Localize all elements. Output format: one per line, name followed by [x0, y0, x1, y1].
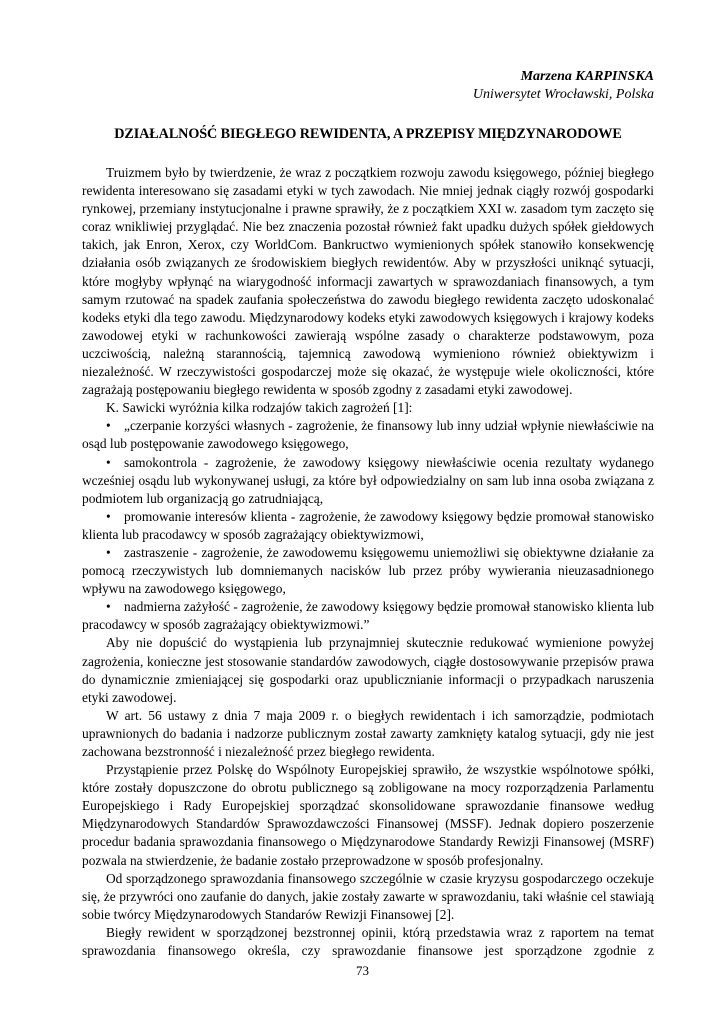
paragraph: Aby nie dopuścić do wystąpienia lub przynajmniej skutecznie redukować wymienione powyżej zagrożenia, konieczne jest stosowanie standardów zawodowych, ciągłe dostosowywanie przepisów prawa do dynamicznie zmieniającej się gospodarki oraz upublicznianie informacji o przypadkach naruszenia etyki zawodowej.	[82, 635, 654, 705]
page-number: 73	[356, 963, 369, 978]
paragraph: Od sporządzonego sprawozdania finansowego szczególnie w czasie kryzysu gospodarczego oczekuje się, że przywróci ono zaufanie do danych, jakie zostały zawarte w sprawozdaniu, taki właśnie cel stawiają sobie twórcy Międzynarodowych Standarów Rewizji Finansowej [2].	[82, 870, 654, 922]
document-page	[82, 68, 654, 960]
bullet-item	[82, 508, 654, 544]
paragraph: W art. 56 ustawy z dnia 7 maja 2009 r. o biegłych rewidentach i ich samorządzie, podmiotach uprawnionych do badania i nadzorze publicznym został zawarty zamknięty katalog sytuacji, gdy nie jest zachowana bezstronność i niezależność przez biegłego rewidenta.	[82, 707, 654, 759]
bullet-icon: •	[106, 544, 111, 560]
bullet-text: „czerpanie korzyści własnych - zagrożenie, że finansowy lub inny udział wpłynie niewłaściwie na osąd lub postępowanie zawodowego księgowego,	[82, 418, 654, 452]
paragraph: K. Sawicki wyróżnia kilka rodzajów takich zagrożeń [1]:	[106, 400, 413, 416]
bullet-text: nadmierna zażyłość - zagrożenie, że zawodowy księgowy będzie promował stanowisko klienta lub pracodawcy w sposób zagrażający obiektywizmowi.”	[82, 599, 654, 633]
paragraph: Biegły rewident w sporządzonej bezstronnej opinii, którą przedstawia wraz z raportem na temat sprawozdania finansowego określa, czy sprawozdanie finansowe jest sporządzone zgodnie z	[82, 924, 654, 959]
article-title: DZIAŁALNOŚĆ BIEGŁEGO REWIDENTA, A PRZEPISY MIĘDZYNARODOWE	[114, 126, 622, 142]
author-affiliation: Uniwersytet Wrocławski, Polska	[472, 87, 654, 102]
bullet-icon: •	[106, 418, 111, 434]
bullet-text: samokontrola - zagrożenie, że zawodowy księgowy niewłaściwie ocenia rezultaty wydanego wcześniej osądu lub wykonywanej usługi, za które był odpowiedzialny on sam lub inna osoba związana z podmiotem lub organizacją go zatrudniającą,	[82, 454, 654, 506]
bullet-text: zastraszenie - zagrożenie, że zawodowemu księgowemu uniemożliwi się obiektywne działanie za pomocą rzeczywistych lub domniemanych nacisków lub przez próby wywierania nieuzasadnionego wpływu na zawodowego księgowego,	[82, 544, 654, 597]
bullet-text: promowanie interesów klienta - zagrożenie, że zawodowy księgowy będzie promował stanowisko klienta lub pracodawcy w sposób zagrażający obiektywizmowi,	[82, 508, 654, 542]
bullet-icon: •	[106, 454, 111, 470]
author-name: Marzena KARPINSKA	[520, 69, 654, 84]
bullet-icon: •	[106, 599, 111, 615]
paragraph: Truizmem było by twierdzenie, że wraz z początkiem rozwoju zawodu księgowego, później biegłego rewidenta interesowano się zasadami etyki w tych zawodach. Nie mniej jednak ciągły rozwój gospodarki rynkowej, przemiany instytucjonalne i prawne sprawiły, że z początkiem XXI w. zasadom tym zaczęto się coraz wnikliwiej przyglądać. Nie bez znaczenia pozostał również fakt upadku dużych spółek giełdowych takich, jak Enron, Xerox, czy WorldCom. Bankructwo wymienionych spółek stanowiło konsekwencję działania osób związanych ze środowiskiem biegłych rewidentów. Aby w przyszłości uniknąć sytuacji, które mogłyby wpłynąć na wiarygodność informacji zawartych w sprawozdaniach finansowych, a tym samym rzutować na spadek zaufania społeczeństwa do zawodu biegłego rewidenta zaczęto udoskonalać kodeks etyki dla tego zawodu. Międzynarodowy kodeks etyki zawodowych księgowych i krajowy kodeks zawodowej etyki w rachunkowości zawierają wspólne zasady o charakterze podstawowym, poza uczciwością, należną starannością, tajemnicą zawodową wymieniono również obiektywizm i niezależność. W rzeczywistości gospodarczej może się okazać, że występuje wiele okoliczności, które zagrażają postępowaniu biegłego rewidenta w sposób zgodny z zasadami etyki zawodowej.	[82, 165, 654, 398]
paragraph: Przystąpienie przez Polskę do Wspólnoty Europejskiej sprawiło, że wszystkie wspólnotowe spółki, które zostały dopuszczone do obrotu publicznego są zobligowane na mocy rozporządzenia Parlamentu Europejskiego i Rady Europejskiej sporządzać skonsolidowane sprawozdanie finansowe według Międzynarodowych Standardów Sprawozdawczości Finansowej (MSSF). Jednak dopiero poszerzenie procedur badania sprawozdania finansowego o Międzynarodowe Standardy Rewizji Finansowej (MSRF) pozwala na stwierdzenie, że badanie zostało przeprowadzone w sposób profesjonalny.	[82, 762, 654, 868]
bullet-icon: •	[106, 508, 111, 524]
bullet-item	[82, 544, 654, 598]
article-body	[82, 164, 654, 960]
bullet-item	[82, 417, 654, 453]
bullet-item	[82, 598, 654, 634]
bullet-item	[82, 454, 654, 508]
author-block	[82, 68, 654, 104]
